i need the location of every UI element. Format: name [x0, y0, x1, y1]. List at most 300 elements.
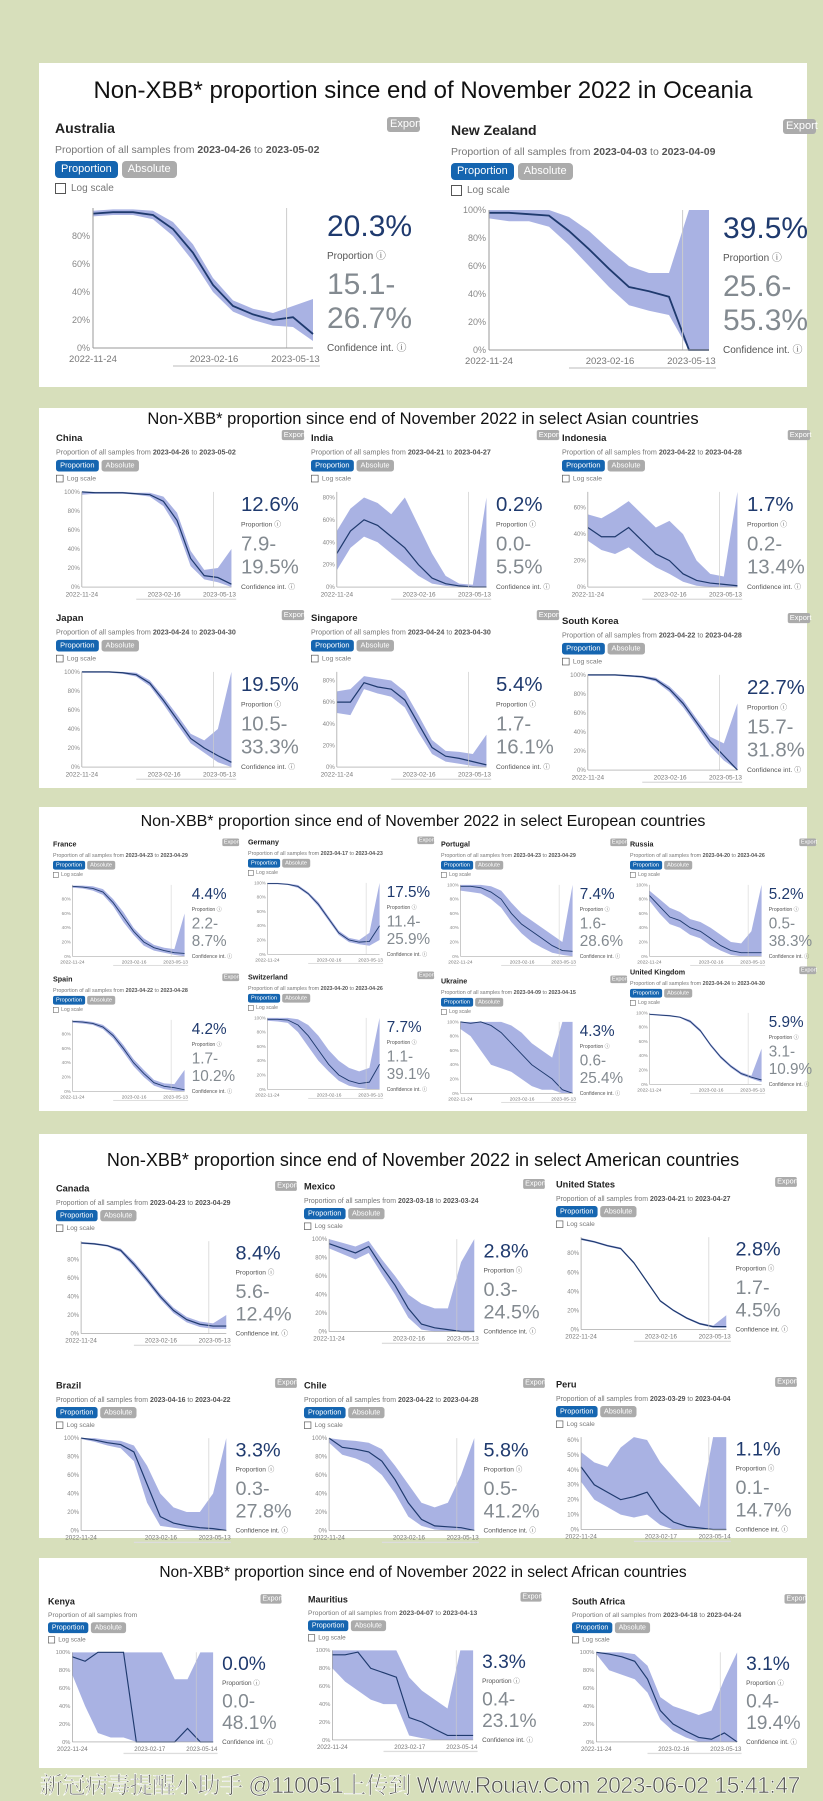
export-button[interactable]: Export	[418, 836, 436, 844]
absolute-button[interactable]: Absolute	[664, 989, 692, 998]
y-tick-label: 60%	[67, 706, 80, 714]
x-tick-label: 2023-05-13	[271, 354, 320, 365]
chart-scrollbar[interactable]	[634, 1541, 731, 1542]
ci-high-value: 12.4%	[235, 1303, 292, 1325]
date-range-subtitle	[630, 980, 765, 986]
proportion-chart	[56, 668, 236, 780]
stats	[484, 1439, 550, 1538]
log-scale-checkbox[interactable]	[53, 1007, 59, 1013]
export-button[interactable]: Export	[783, 119, 816, 134]
log-scale-checkbox[interactable]	[56, 475, 63, 482]
proportion-value: 39.5%	[723, 212, 809, 245]
absolute-button[interactable]: Absolute	[87, 996, 115, 1005]
y-tick-label: 0%	[570, 1527, 580, 1534]
proportion-label: Proportion ⓘ	[235, 1269, 275, 1277]
proportion-button[interactable]: Proportion	[562, 643, 605, 655]
country-title: Kenya	[48, 1596, 75, 1607]
chart-scrollbar[interactable]	[391, 599, 491, 600]
chart-scrollbar[interactable]	[648, 1753, 742, 1754]
chart-scrollbar[interactable]	[391, 779, 491, 780]
chart-scrollbar[interactable]	[569, 367, 716, 369]
export-button[interactable]: Export	[777, 1377, 799, 1386]
proportion-chart	[630, 1010, 765, 1094]
ci-low-value: 0.0-	[222, 1690, 256, 1712]
subtitle-to: to	[187, 1198, 194, 1207]
x-tick-label: 2022-11-24	[56, 1745, 88, 1753]
date-to: 2023-04-22	[195, 1395, 231, 1404]
chart-scrollbar[interactable]	[308, 1098, 383, 1099]
proportion-button[interactable]: Proportion	[308, 1620, 348, 1631]
proportion-chart	[556, 1233, 731, 1341]
log-scale-checkbox[interactable]	[441, 1009, 447, 1015]
date-from: 2023-04-07	[399, 1609, 434, 1618]
log-scale-label: Log scale	[638, 1000, 660, 1006]
proportion-value: 3.3%	[482, 1651, 526, 1673]
stats	[736, 1238, 802, 1337]
log-scale-label: Log scale	[321, 654, 351, 663]
ci-low-value: 1.1-	[386, 1048, 414, 1066]
export-button[interactable]: Export	[611, 838, 629, 846]
proportion-button[interactable]: Proportion	[248, 859, 280, 868]
y-tick-label: 60%	[449, 1047, 459, 1053]
proportion-button[interactable]: Proportion	[55, 161, 118, 178]
y-tick-label: 10%	[567, 1512, 580, 1519]
export-button[interactable]: Export	[777, 1177, 799, 1186]
proportion-value: 17.5%	[386, 883, 431, 901]
chart-scrollbar[interactable]	[134, 1542, 231, 1543]
proportion-button[interactable]: Proportion	[630, 861, 662, 870]
log-scale-toggle[interactable]	[304, 1223, 343, 1230]
log-scale-toggle[interactable]	[56, 1422, 95, 1429]
proportion-button[interactable]: Proportion	[556, 1206, 597, 1217]
absolute-button[interactable]: Absolute	[607, 460, 644, 472]
proportion-button[interactable]: Proportion	[572, 1622, 612, 1633]
subtitle-prefix: Proportion of all samples from	[311, 448, 406, 457]
log-scale-checkbox[interactable]	[48, 1636, 55, 1643]
export-button[interactable]: Export	[537, 610, 559, 620]
export-button[interactable]: Export	[788, 430, 810, 440]
log-scale-checkbox[interactable]	[311, 475, 318, 482]
chart-scrollbar[interactable]	[642, 782, 742, 783]
proportion-label: Proportion ⓘ	[386, 1039, 417, 1046]
log-scale-checkbox[interactable]	[556, 1421, 563, 1428]
proportion-chart	[53, 882, 188, 966]
absolute-button[interactable]: Absolute	[600, 1406, 636, 1417]
chart-card-inner	[56, 1380, 300, 1548]
chart-scrollbar[interactable]	[634, 1341, 731, 1342]
chart-card-brazil	[56, 1380, 300, 1548]
proportion-button[interactable]: Proportion	[53, 996, 85, 1005]
chart-scrollbar[interactable]	[690, 1093, 765, 1094]
log-scale-checkbox[interactable]	[451, 185, 462, 196]
date-from: 2023-04-20	[320, 985, 349, 992]
date-to: 2023-04-13	[442, 1609, 478, 1618]
chart-scrollbar[interactable]	[382, 1542, 479, 1543]
proportion-label: Proportion ⓘ	[327, 251, 386, 262]
proportion-button[interactable]: Proportion	[304, 1208, 345, 1219]
log-scale-checkbox[interactable]	[562, 475, 569, 482]
export-button[interactable]: Export	[525, 1179, 547, 1188]
y-tick-label: 40%	[315, 1292, 328, 1299]
confidence-band	[72, 886, 184, 957]
subtitle-to: to	[446, 448, 453, 457]
date-to: 2023-03-24	[443, 1196, 479, 1205]
date-to: 2023-04-28	[705, 448, 742, 457]
x-tick-label: 2022-11-24	[65, 1534, 97, 1542]
export-button[interactable]: Export	[282, 430, 304, 440]
x-tick-label: 2022-11-24	[60, 960, 85, 966]
date-range-subtitle	[441, 852, 576, 858]
x-tick-label: 2023-05-13	[446, 1534, 479, 1542]
chart-scrollbar[interactable]	[113, 965, 188, 966]
ci-low-value: 0.5-	[483, 1477, 518, 1500]
export-button[interactable]: Export	[282, 610, 304, 620]
proportion-value: 3.3%	[235, 1439, 281, 1462]
proportion-value: 20.3%	[327, 210, 413, 243]
absolute-button[interactable]: Absolute	[282, 859, 310, 868]
chart-card-france	[53, 840, 242, 970]
country-title: India	[311, 432, 334, 443]
date-to: 2023-04-15	[548, 989, 576, 996]
log-scale-toggle[interactable]	[630, 1000, 660, 1006]
log-scale-checkbox[interactable]	[56, 1225, 63, 1232]
absolute-button[interactable]: Absolute	[351, 1620, 386, 1631]
x-tick-label: 2023-02-16	[392, 1534, 425, 1542]
y-tick-label: 20%	[318, 1719, 331, 1726]
log-scale-toggle[interactable]	[311, 655, 351, 662]
log-scale-checkbox[interactable]	[55, 183, 66, 194]
log-scale-toggle[interactable]	[248, 1005, 278, 1011]
chart-card-inner	[304, 1380, 548, 1548]
export-button[interactable]: Export	[800, 966, 818, 974]
subtitle-to: to	[435, 1395, 442, 1404]
chart-scrollbar[interactable]	[501, 965, 576, 966]
export-button[interactable]: Export	[537, 430, 559, 440]
date-from: 2023-04-22	[397, 1395, 434, 1404]
x-tick-label: 2023-05-13	[740, 960, 765, 966]
proportion-button[interactable]: Proportion	[451, 163, 514, 180]
proportion-line	[581, 1239, 726, 1327]
log-scale-checkbox[interactable]	[562, 658, 569, 665]
proportion-chart	[56, 1237, 231, 1345]
log-scale-toggle[interactable]	[562, 475, 602, 482]
ci-low-value: 2.2-	[191, 915, 219, 933]
date-range-subtitle	[311, 448, 491, 456]
date-to: 2023-04-29	[195, 1198, 231, 1207]
chart-scrollbar[interactable]	[113, 1100, 188, 1101]
log-scale-toggle[interactable]	[56, 475, 96, 482]
date-to: 2023-04-09	[661, 146, 716, 158]
chart-scrollbar[interactable]	[136, 599, 236, 600]
proportion-button[interactable]: Proportion	[441, 861, 473, 870]
log-scale-toggle[interactable]	[308, 1634, 346, 1641]
mode-toggle	[556, 1406, 636, 1417]
y-tick-label: 0%	[586, 1739, 595, 1746]
chart-scrollbar[interactable]	[136, 779, 236, 780]
export-button[interactable]: Export	[223, 838, 241, 846]
chart-card-inner	[572, 1596, 809, 1759]
x-tick-label: 2023-05-14	[186, 1745, 218, 1753]
y-tick-label: 80%	[61, 896, 71, 902]
log-scale-toggle[interactable]	[48, 1636, 86, 1643]
date-from: 2023-04-20	[702, 852, 731, 859]
chart-scrollbar[interactable]	[690, 965, 765, 966]
chart-scrollbar[interactable]	[134, 1345, 231, 1346]
chart-scrollbar[interactable]	[173, 365, 320, 367]
chart-card-peru	[556, 1379, 800, 1547]
proportion-value: 19.5%	[240, 673, 299, 696]
country-title: Peru	[556, 1379, 577, 1390]
log-scale-checkbox[interactable]	[572, 1636, 579, 1643]
absolute-button[interactable]: Absolute	[101, 460, 138, 472]
log-scale-checkbox[interactable]	[630, 1000, 636, 1006]
stats	[327, 210, 427, 360]
subtitle-to: to	[154, 852, 159, 859]
absolute-button[interactable]: Absolute	[122, 161, 177, 178]
mode-toggle	[56, 460, 139, 472]
log-scale-label: Log scale	[61, 872, 83, 878]
log-scale-toggle[interactable]	[441, 1009, 471, 1015]
absolute-button[interactable]: Absolute	[518, 163, 573, 180]
log-scale-checkbox[interactable]	[304, 1422, 311, 1429]
log-scale-checkbox[interactable]	[556, 1221, 563, 1228]
log-scale-toggle[interactable]	[304, 1422, 343, 1429]
date-range-subtitle	[562, 631, 742, 639]
export-button[interactable]: Export	[277, 1378, 299, 1387]
mode-toggle	[248, 859, 310, 868]
absolute-button[interactable]: Absolute	[91, 1622, 126, 1633]
absolute-button[interactable]: Absolute	[615, 1622, 650, 1633]
proportion-button[interactable]: Proportion	[304, 1407, 345, 1418]
y-tick-label: 0%	[259, 1086, 266, 1092]
proportion-button[interactable]: Proportion	[56, 1210, 97, 1221]
log-scale-toggle[interactable]	[441, 872, 471, 878]
chart-scrollbar[interactable]	[384, 1751, 478, 1752]
export-button[interactable]: Export	[387, 117, 420, 132]
y-tick-label: 20%	[322, 742, 335, 750]
absolute-button[interactable]: Absolute	[100, 1210, 136, 1221]
log-scale-label: Log scale	[572, 474, 602, 483]
chart-card-inner	[311, 612, 563, 785]
absolute-button[interactable]: Absolute	[101, 640, 138, 652]
ci-low-value: 7.9-	[240, 532, 277, 556]
subtitle-prefix: Proportion of all samples from	[556, 1394, 649, 1403]
log-scale-checkbox[interactable]	[311, 655, 318, 662]
country-title: South Africa	[572, 1596, 625, 1607]
export-button[interactable]: Export	[611, 975, 629, 983]
date-from: 2023-04-22	[125, 987, 154, 994]
proportion-button[interactable]: Proportion	[311, 460, 354, 472]
log-scale-toggle[interactable]	[56, 1225, 95, 1232]
proportion-label: Proportion ⓘ	[746, 704, 788, 712]
date-to: 2023-04-26	[355, 985, 383, 992]
absolute-button[interactable]: Absolute	[475, 861, 503, 870]
proportion-button[interactable]: Proportion	[56, 1407, 97, 1418]
mode-toggle	[441, 998, 503, 1007]
ci-low-value: 0.3-	[483, 1278, 518, 1301]
proportion-button[interactable]: Proportion	[556, 1406, 597, 1417]
proportion-chart	[451, 204, 716, 368]
proportion-button[interactable]: Proportion	[248, 994, 280, 1003]
export-button[interactable]: Export	[418, 971, 436, 979]
absolute-button[interactable]: Absolute	[100, 1407, 136, 1418]
log-scale-toggle[interactable]	[56, 655, 96, 662]
log-scale-toggle[interactable]	[630, 872, 660, 878]
country-title: Portugal	[441, 840, 470, 849]
export-button[interactable]: Export	[223, 973, 241, 981]
proportion-chart	[248, 880, 383, 964]
log-scale-checkbox[interactable]	[630, 872, 636, 878]
log-scale-checkbox[interactable]	[56, 1422, 63, 1429]
absolute-button[interactable]: Absolute	[282, 994, 310, 1003]
proportion-button[interactable]: Proportion	[48, 1622, 88, 1633]
subtitle-prefix: Proportion of all samples from	[556, 1194, 649, 1203]
subtitle-to: to	[687, 1194, 694, 1203]
proportion-chart	[248, 1015, 383, 1099]
y-tick-label: 40%	[322, 720, 335, 728]
ci-high-value: 41.2%	[483, 1500, 540, 1522]
confidence-label: Confidence int. ⓘ	[735, 1326, 788, 1334]
y-tick-label: 80%	[322, 677, 335, 685]
chart-card-united-states	[556, 1179, 800, 1347]
ci-high-value: 25.9%	[386, 930, 431, 948]
watermark: 新冠病毒提醒小助手 @110051上传到 Www.Rouav.Com 2023-06-02 15:41:47	[40, 1772, 800, 1798]
y-tick-label: 40%	[573, 729, 586, 736]
absolute-button[interactable]: Absolute	[664, 861, 692, 870]
stats	[241, 673, 309, 775]
chart-scrollbar[interactable]	[642, 599, 742, 600]
chart-scrollbar[interactable]	[382, 1343, 479, 1344]
date-range-subtitle	[56, 1396, 231, 1404]
chart-card-portugal	[441, 840, 630, 970]
absolute-button[interactable]: Absolute	[87, 861, 115, 870]
log-scale-toggle[interactable]	[562, 658, 602, 665]
absolute-button[interactable]: Absolute	[607, 643, 644, 655]
export-button[interactable]: Export	[788, 613, 810, 623]
absolute-button[interactable]: Absolute	[348, 1208, 384, 1219]
date-from: 2023-04-21	[649, 1194, 686, 1203]
log-scale-toggle[interactable]	[53, 1007, 83, 1013]
proportion-button[interactable]: Proportion	[562, 460, 605, 472]
log-scale-toggle[interactable]	[556, 1421, 595, 1428]
absolute-button[interactable]: Absolute	[356, 640, 393, 652]
log-scale-checkbox[interactable]	[441, 872, 447, 878]
export-button[interactable]: Export	[277, 1181, 299, 1190]
absolute-button[interactable]: Absolute	[356, 460, 393, 472]
export-button[interactable]: Export	[786, 1594, 807, 1603]
y-tick-label: 40%	[256, 923, 266, 929]
ci-high-value: 33.3%	[240, 735, 299, 759]
chart-card-inner	[308, 1594, 545, 1757]
proportion-button[interactable]: Proportion	[311, 640, 354, 652]
y-tick-label: 40%	[67, 546, 80, 553]
mode-toggle	[630, 861, 692, 870]
stats	[192, 1021, 243, 1098]
chart-scrollbar[interactable]	[501, 1102, 576, 1103]
log-scale-toggle[interactable]	[311, 475, 351, 482]
export-button[interactable]: Export	[525, 1378, 547, 1387]
log-scale-checkbox[interactable]	[56, 655, 63, 662]
chart-card-germany	[248, 838, 437, 968]
y-tick-label: 20%	[638, 939, 648, 945]
stats	[387, 1019, 438, 1096]
ci-high-value: 24.5%	[483, 1301, 540, 1323]
log-scale-label: Log scale	[314, 1421, 343, 1429]
chart-card-united-kingdom	[630, 966, 818, 1098]
absolute-button[interactable]: Absolute	[600, 1206, 636, 1217]
y-tick-label: 100%	[636, 1010, 648, 1016]
confidence-band	[82, 672, 232, 767]
proportion-button[interactable]: Proportion	[56, 640, 99, 652]
absolute-button[interactable]: Absolute	[475, 998, 503, 1007]
export-button[interactable]: Export	[262, 1594, 283, 1603]
proportion-value: 4.4%	[191, 885, 227, 903]
x-tick-label: 2023-05-13	[198, 1337, 231, 1345]
country-title: Switzerland	[248, 973, 288, 982]
log-scale-checkbox[interactable]	[248, 1005, 254, 1011]
absolute-button[interactable]: Absolute	[348, 1407, 384, 1418]
proportion-value: 1.7%	[746, 493, 794, 516]
export-button[interactable]: Export	[800, 838, 818, 846]
chart-scrollbar[interactable]	[308, 963, 383, 964]
x-tick-label: 2023-05-13	[358, 1093, 383, 1099]
subtitle-to: to	[191, 628, 198, 637]
subtitle-prefix: Proportion of all samples from	[248, 850, 320, 857]
y-tick-label: 0%	[576, 584, 586, 592]
export-button[interactable]: Export	[522, 1592, 543, 1601]
confidence-label: Confidence int. ⓘ	[191, 953, 233, 960]
y-tick-label: 80%	[449, 1033, 459, 1039]
chart-card-inner	[56, 612, 308, 785]
log-scale-checkbox[interactable]	[248, 870, 254, 876]
y-tick-label: 60%	[467, 261, 486, 271]
proportion-value: 0.0%	[222, 1653, 266, 1675]
y-tick-label: 40%	[67, 726, 80, 733]
stats	[747, 493, 815, 595]
chart-scrollbar[interactable]	[124, 1753, 218, 1754]
x-tick-label: 2023-02-16	[147, 771, 181, 779]
y-tick-label: 100%	[315, 1648, 331, 1655]
y-tick-label: 20%	[256, 937, 266, 943]
ci-high-value: 55.3%	[723, 304, 809, 337]
y-tick-label: 60%	[573, 709, 586, 717]
log-scale-toggle[interactable]	[55, 183, 114, 194]
log-scale-checkbox[interactable]	[53, 872, 59, 878]
log-scale-toggle[interactable]	[572, 1636, 610, 1643]
subtitle-prefix: Proportion of all samples from	[48, 1611, 138, 1620]
log-scale-checkbox[interactable]	[304, 1223, 311, 1230]
log-scale-checkbox[interactable]	[308, 1634, 315, 1641]
y-tick-label: 80%	[449, 896, 459, 902]
chart-card-new-zealand	[451, 120, 818, 377]
y-tick-label: 100%	[636, 882, 648, 888]
log-scale-toggle[interactable]	[556, 1221, 595, 1228]
x-tick-label: 2023-02-17	[394, 1743, 426, 1751]
proportion-button[interactable]: Proportion	[630, 989, 662, 998]
x-tick-label: 2022-11-24	[65, 591, 99, 599]
log-scale-toggle[interactable]	[451, 185, 510, 196]
ci-high-value: 19.5%	[240, 555, 299, 579]
proportion-button[interactable]: Proportion	[53, 861, 85, 870]
ci-low-value: 10.5-	[240, 712, 288, 736]
ci-high-value: 31.8%	[746, 738, 805, 762]
proportion-button[interactable]: Proportion	[441, 998, 473, 1007]
log-scale-toggle[interactable]	[248, 870, 278, 876]
date-from: 2023-04-03	[593, 146, 648, 158]
y-tick-label: 60%	[61, 910, 71, 916]
proportion-button[interactable]: Proportion	[56, 460, 99, 472]
log-scale-toggle[interactable]	[53, 872, 83, 878]
